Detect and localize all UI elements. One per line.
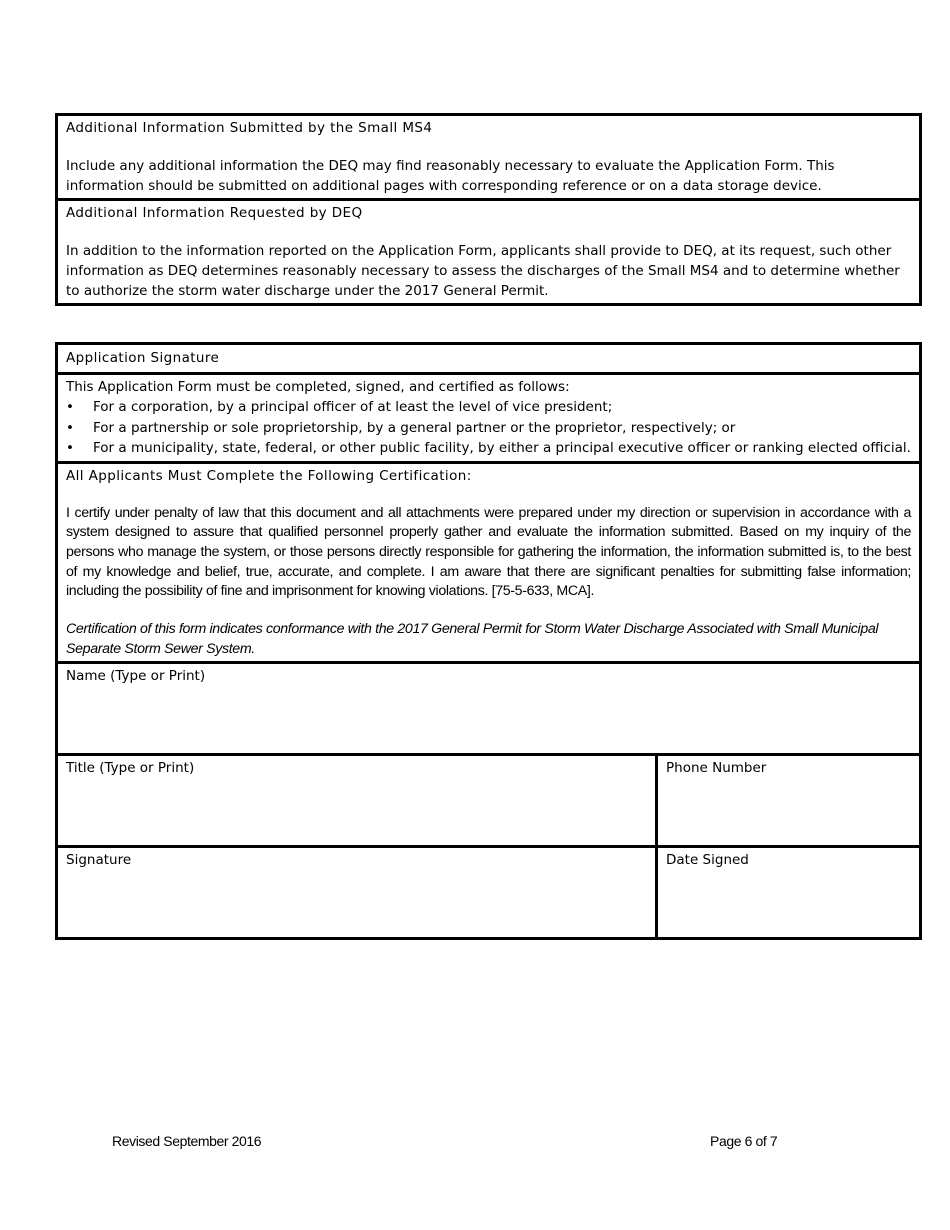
certification-cell <box>58 461 919 662</box>
additional-info-table <box>55 113 922 306</box>
phone-label: Phone Number <box>666 760 767 777</box>
title-field[interactable] <box>58 756 658 845</box>
date-signed-label: Date Signed <box>666 852 749 869</box>
additional-info-requested-cell <box>58 198 919 303</box>
title-label: Title (Type or Print) <box>66 760 195 777</box>
list-item: • For a partnership or sole proprietorship, by a general partner or the proprietor, respectively; or <box>66 418 911 439</box>
bullet-icon: • <box>66 419 74 436</box>
additional-info-submitted-heading: Additional Information Submitted by the Small MS4 <box>66 120 433 136</box>
additional-info-requested-text: In addition to the information reported on the Application Form, applicants shall provide to DEQ, at its request, such other information as DEQ determines reasonably necessary to assess the discharges of the Small MS4 and to determine whether to authorize the storm water discharge under the 2017 General Permit. <box>66 243 900 299</box>
additional-info-requested-heading: Additional Information Requested by DEQ <box>66 205 363 221</box>
title-phone-row <box>58 753 919 845</box>
bullet-icon: • <box>66 399 74 415</box>
certification-statement: I certify under penalty of law that this document and all attachments were prepared under my direction or supervision in accordance with a system designed to assure that qualified personnel properly gather and evaluate the information submitted. Based on my inquiry of the persons who manage the system, or those persons directly responsible for gathering the information, the information submitted is, to the best of my knowledge and belief, true, accurate, and complete. I am aware that there are significant penalties for submitting false information; including the possibility of fine and imprisonment for knowing violations. [75-5-633, MCA]. <box>66 504 911 600</box>
additional-info-submitted-cell <box>58 116 919 198</box>
phone-field[interactable] <box>658 756 919 845</box>
additional-info-submitted-text: Include any additional information the DEQ may find reasonably necessary to evaluate the Application Form. This information should be submitted on additional pages with corresponding reference or on a data storage device. <box>66 158 835 194</box>
application-signature-table <box>55 342 922 940</box>
bullet-icon: • <box>66 440 74 456</box>
signing-requirements-cell <box>58 372 919 461</box>
signature-date-row <box>58 845 919 937</box>
name-field[interactable] <box>58 664 919 753</box>
name-label: Name (Type or Print) <box>66 668 206 685</box>
application-signature-heading: Application Signature <box>66 350 220 366</box>
signing-requirements-list <box>66 397 911 459</box>
list-item: • For a municipality, state, federal, or other public facility, by either a principal executive officer or ranking elected official. <box>66 438 911 459</box>
certification-note: Certification of this form indicates conformance with the 2017 General Permit for Storm Water Discharge Associated with Small Municipal Separate Storm Sewer System. <box>66 621 879 657</box>
revision-date: Revised September 2016 <box>112 1133 262 1149</box>
list-item: • For a corporation, by a principal officer of at least the level of vice president; <box>66 397 911 418</box>
signing-requirements-intro: This Application Form must be completed, signed, and certified as follows: <box>66 379 570 395</box>
page-number: Page 6 of 7 <box>710 1133 778 1149</box>
date-signed-field[interactable] <box>658 848 919 937</box>
signature-label: Signature <box>66 852 132 869</box>
certification-heading: All Applicants Must Complete the Following Certification: <box>66 467 472 484</box>
signature-field[interactable] <box>58 848 658 937</box>
name-row <box>58 661 919 753</box>
